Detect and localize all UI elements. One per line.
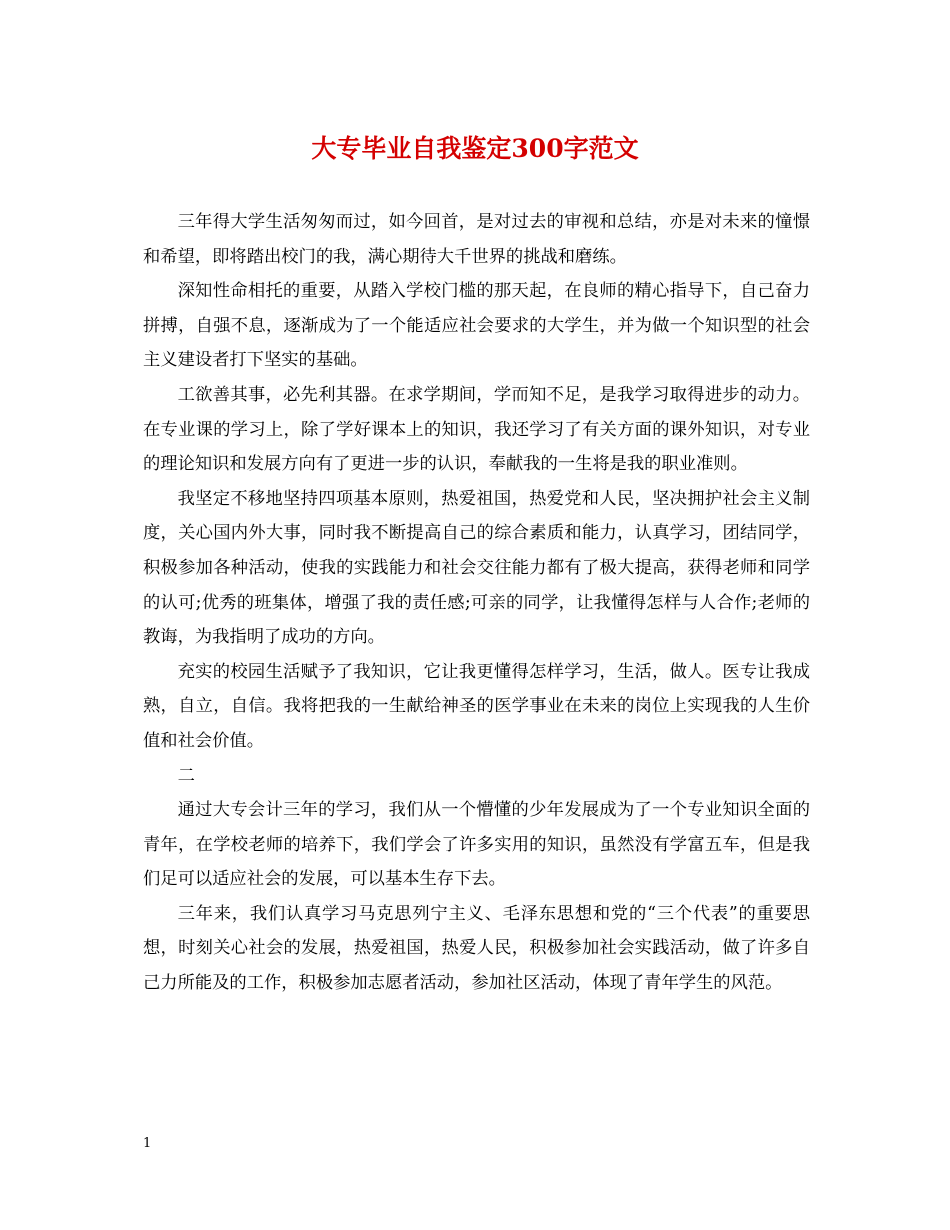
- paragraph: 我坚定不移地坚持四项基本原则，热爱祖国，热爱党和人民，坚决拥护社会主义制度，关心国内外大事，同时我不断提高自己的综合素质和能力，认真学习，团结同学，积极参加各种活动，使我的实践能力和社会交往能力都有了极大提高，获得老师和同学的认可;优秀的班集体，增强了我的责任感;可亲的同学，让我懂得怎样与人合作;老师的教诲，为我指明了成功的方向。: [143, 488, 810, 648]
- document-title: 大专毕业自我鉴定300字范文: [311, 134, 639, 163]
- paragraph: 工欲善其事，必先利其器。在求学期间，学而知不足，是我学习取得进步的动力。在专业课的学习上，除了学好课本上的知识，我还学习了有关方面的课外知识，对专业的理论知识和发展方向有了更进一步的认识，奉献我的一生将是我的职业准则。: [143, 384, 810, 475]
- paragraph: 三年来，我们认真学习马克思列宁主义、毛泽东思想和党的“三个代表”的重要思想，时刻关心社会的发展，热爱祖国，热爱人民，积极参加社会实践活动，做了许多自己力所能及的工作，积极参加志愿者活动，参加社区活动，体现了青年学生的风范。: [143, 903, 810, 994]
- paragraph: 深知性命相托的重要，从踏入学校门槛的那天起，在良师的精心指导下，自己奋力拼搏，自强不息，逐渐成为了一个能适应社会要求的大学生，并为做一个知识型的社会主义建设者打下坚实的基础。: [143, 281, 810, 371]
- paragraph: 三年得大学生活匆匆而过，如今回首，是对过去的审视和总结，亦是对未来的憧憬和希望，即将踏出校门的我，满心期待大千世界的挑战和磨练。: [143, 212, 810, 267]
- paragraph: 充实的校园生活赋予了我知识，它让我更懂得怎样学习，生活，做人。医专让我成熟，自立，自信。我将把我的一生献给神圣的医学事业在未来的岗位上实现我的人生价值和社会价值。: [143, 661, 810, 751]
- page-number: 1: [143, 1136, 152, 1151]
- document-body: [143, 205, 810, 1001]
- paragraph: 通过大专会计三年的学习，我们从一个懵懂的少年发展成为了一个专业知识全面的青年，在学校老师的培养下，我们学会了许多实用的知识，虽然没有学富五车，但是我们足可以适应社会的发展，可以基本生存下去。: [143, 800, 810, 890]
- section-number: 二: [177, 765, 195, 786]
